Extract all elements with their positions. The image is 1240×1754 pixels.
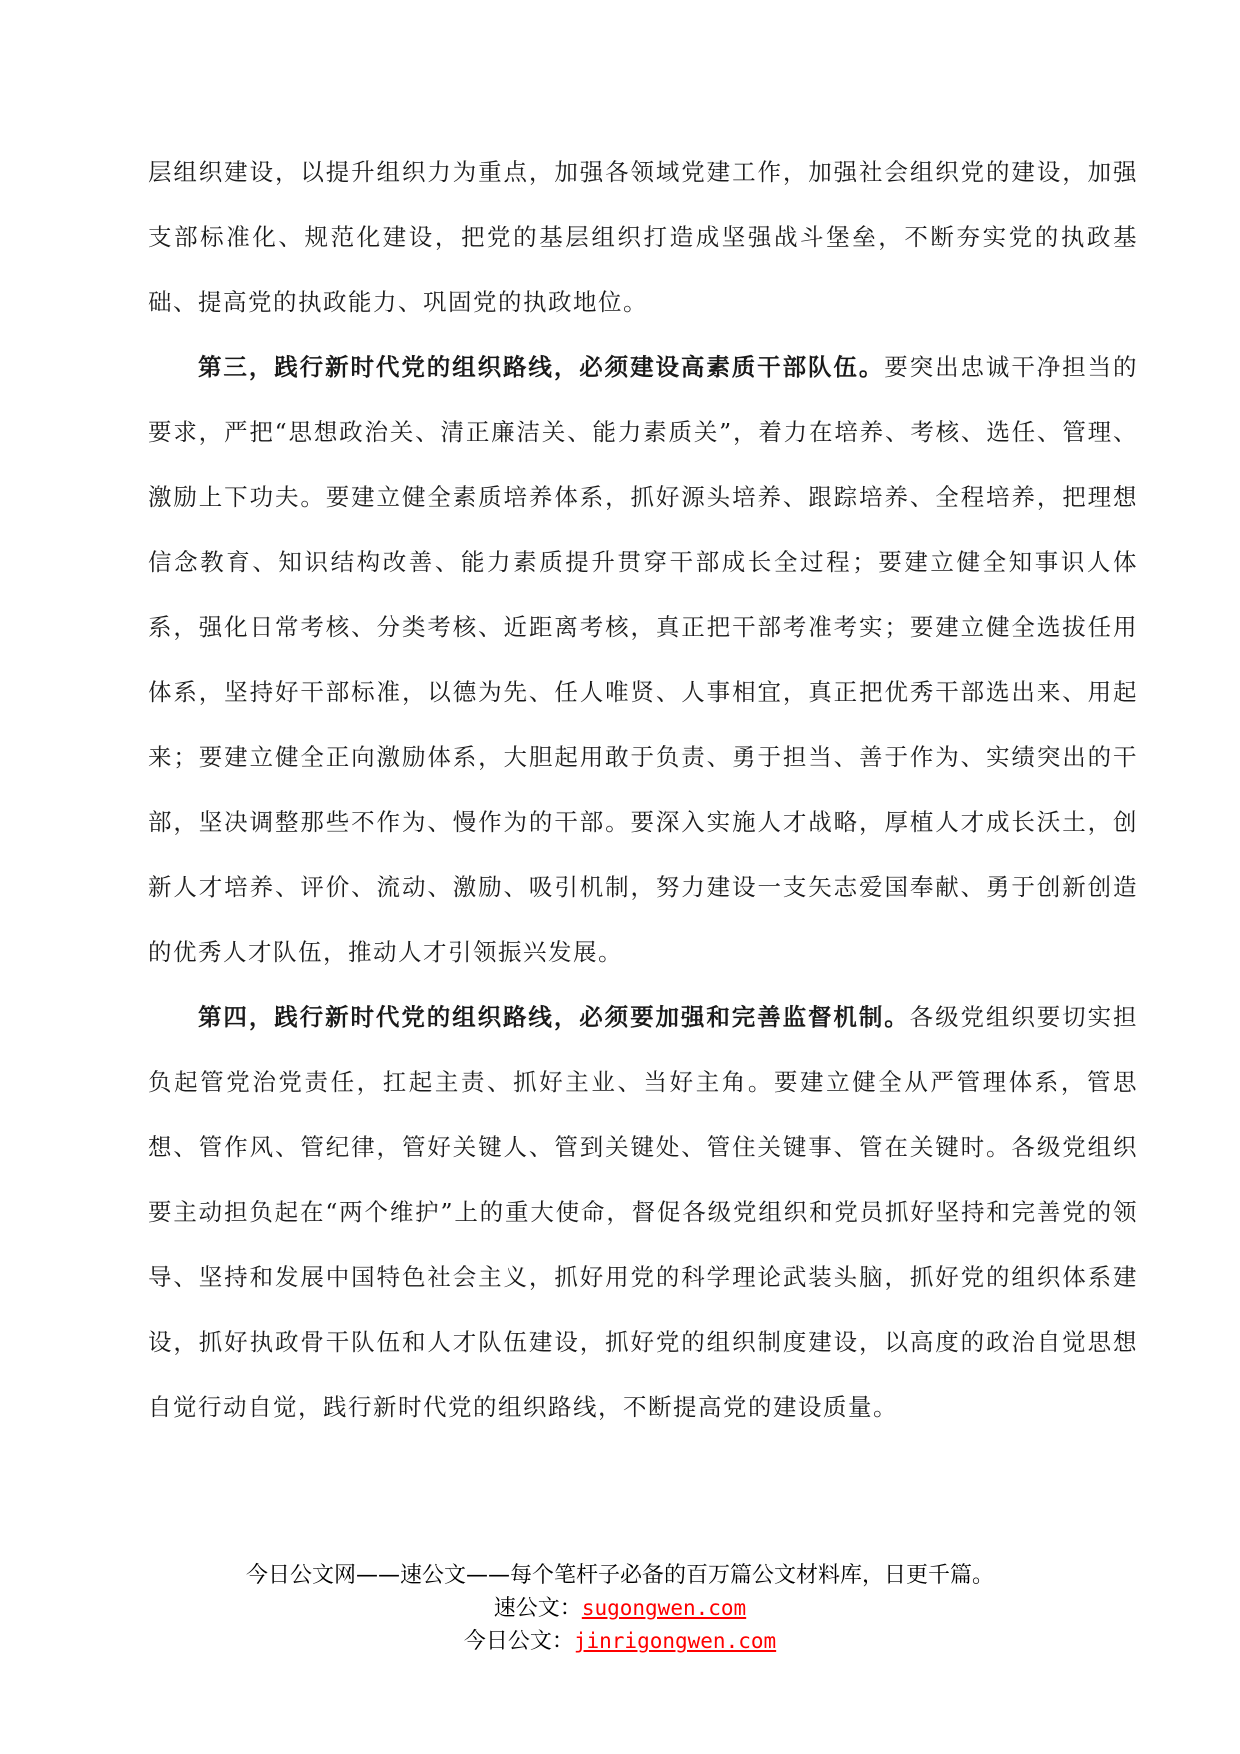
paragraph-text: 要突出忠诚干净担当的要求，严把“思想政治关、清正廉洁关、能力素质关”，着力在培养、考核、选任、管理、激励上下功夫。要建立健全素质培养体系，抓好源头培养、跟踪培养、全程培养，把理想信念教育、知识结构改善、能力素质提升贯穿干部成长全过程；要建立健全知事识人体系，强化日常考核、分类考核、近距离考核，真正把干部考准考实；要建立健全选拔任用体系，坚持好干部标准，以德为先、任人唯贤、人事相宜，真正把优秀干部选出来、用起来；要建立健全正向激励体系，大胆起用敢于负责、勇于担当、善于作为、实绩突出的干部，坚决调整那些不作为、慢作为的干部。要深入实施人才战略，厚植人才成长沃土，创新人才培养、评价、流动、激励、吸引机制，努力建设一支矢志爱国奉献、勇于创新创造的优秀人才队伍，推动人才引领振兴发展。: [148, 353, 1138, 966]
paragraph-continuation: [148, 140, 1138, 335]
sugongwen-link[interactable]: sugongwen.com: [581, 1596, 747, 1620]
footer-label: 速公文：: [493, 1596, 582, 1621]
paragraph-lead-heading: 第三，践行新时代党的组织路线，必须建设高素质干部队伍。: [198, 353, 885, 381]
footer-label: 今日公文：: [463, 1629, 574, 1654]
paragraph-text: 层组织建设，以提升组织力为重点，加强各领域党建工作，加强社会组织党的建设，加强支部标准化、规范化建设，把党的基层组织打造成坚强战斗堡垒，不断夯实党的执政基础、提高党的执政能力、巩固党的执政地位。: [148, 158, 1138, 316]
footer: [0, 1560, 1240, 1658]
footer-line-sugongwen: [0, 1592, 1240, 1625]
paragraph-fourth-point: [148, 985, 1138, 1440]
footer-line-jinrigongwen: [0, 1625, 1240, 1658]
jinrigongwen-link[interactable]: jinrigongwen.com: [573, 1629, 777, 1653]
document-body: [148, 140, 1138, 1440]
paragraph-lead-heading: 第四，践行新时代党的组织路线，必须要加强和完善监督机制。: [198, 1003, 910, 1031]
paragraph-third-point: [148, 335, 1138, 985]
footer-tagline: 今日公文网——速公文——每个笔杆子必备的百万篇公文材料库，日更千篇。: [245, 1563, 994, 1588]
paragraph-text: 各级党组织要切实担负起管党治党责任，扛起主责、抓好主业、当好主角。要建立健全从严管理体系，管思想、管作风、管纪律，管好关键人、管到关键处、管住关键事、管在关键时。各级党组织要主动担负起在“两个维护”上的重大使命，督促各级党组织和党员抓好坚持和完善党的领导、坚持和发展中国特色社会主义，抓好用党的科学理论武装头脑，抓好党的组织体系建设，抓好执政骨干队伍和人才队伍建设，抓好党的组织制度建设，以高度的政治自觉思想自觉行动自觉，践行新时代党的组织路线，不断提高党的建设质量。: [148, 1003, 1139, 1421]
